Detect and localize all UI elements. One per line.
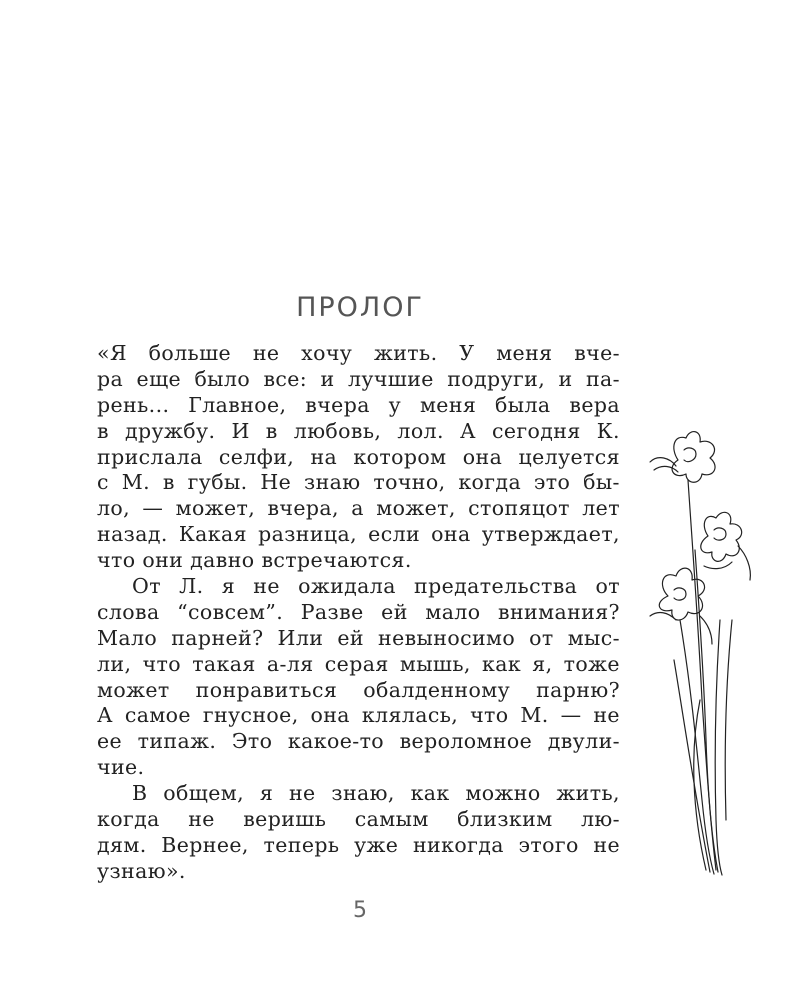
text-line: с М. в губы. Не знаю точно, когда это бы- [97, 470, 620, 495]
text-line: ло, — может, вчера, а может, стопяцот лет [97, 496, 620, 521]
text-line: А самое гнусное, она клялась, что М. — не [97, 703, 620, 728]
text-line: в дружбу. И в любовь, лол. А сегодня К. [97, 418, 620, 443]
text-line: «Я больше не хочу жить. У меня вче- [97, 341, 620, 365]
text-line: что они давно встречаются. [97, 548, 412, 573]
text-line: ее типаж. Это какое-то вероломное двули- [97, 729, 620, 754]
text-line: узнаю». [97, 858, 186, 883]
text-line: В общем, я не знаю, как можно жить, [132, 781, 620, 806]
text-line: От Л. я не ожидала предательства от [132, 574, 620, 599]
text-line: ли, что такая а-ля серая мышь, как я, тоже [97, 651, 620, 676]
text-line: ра еще было все: и лучшие подруги, и па- [97, 366, 620, 391]
daffodil-illustration [640, 420, 760, 880]
text-line: когда не веришь самым близким лю- [97, 807, 620, 832]
text-line: дям. Вернее, теперь уже никогда этого не [97, 832, 620, 857]
page-number: 5 [353, 898, 367, 923]
text-line: может понравиться обалденному парню? [97, 677, 620, 702]
text-line: назад. Какая разница, если она утверждает, [97, 522, 620, 547]
chapter-title: ПРОЛОГ [296, 292, 424, 323]
text-line: чие. [97, 755, 145, 780]
text-line: слова “совсем”. Разве ей мало внимания? [97, 599, 620, 624]
text-line: Мало парней? Или ей невыносимо от мыс- [97, 625, 620, 650]
text-line: рень... Главное, вчера у меня была вера [97, 392, 620, 417]
body-text [97, 341, 620, 885]
text-line: прислала селфи, на котором она целуется [97, 444, 620, 469]
